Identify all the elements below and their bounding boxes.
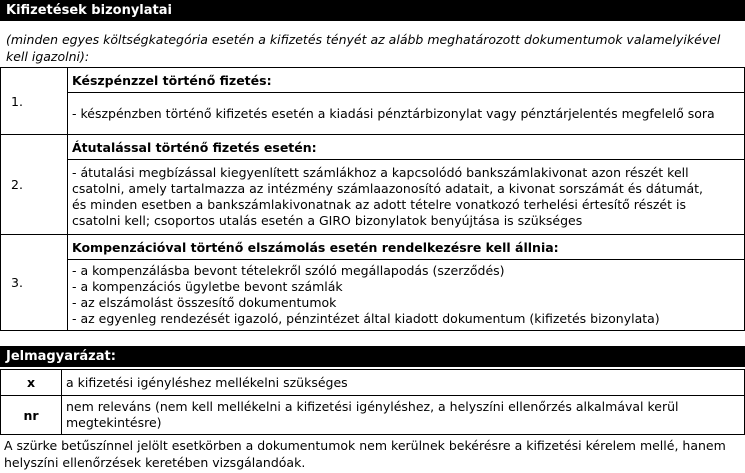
description-line: - készpénzben történő kifizetés esetén a kiadási pénztárbizonylat vagy pénztárjelentés megfelelő sora	[72, 105, 715, 121]
row-title: Készpénzzel történő fizetés:	[68, 68, 745, 93]
row-description	[68, 93, 745, 135]
section-title-bar	[0, 0, 745, 21]
legend-table	[0, 369, 745, 435]
table-row	[1, 235, 745, 260]
description-line: - a kompenzálásba bevont tételekről szóló megállapodás (szerződés)	[72, 263, 505, 278]
row-number: 1.	[1, 68, 68, 135]
legend-symbol: nr	[1, 396, 62, 435]
legend-title: Jelmagyarázat:	[6, 349, 116, 364]
description-line: - átutalási megbízással kiegyenlített számlákhoz a kapcsolódó bankszámlakivonat azon részét kell	[72, 165, 689, 180]
description-line: csatolni, amely tartalmazza az intézmény számlaazonosító adatait, a kivonat sorszámát és dátumát,	[72, 181, 704, 196]
row-number: 3.	[1, 235, 68, 331]
description-line: - az elszámolást összesítő dokumentumok	[72, 295, 337, 310]
description-line: csatolni kell; csoportos utalás esetén a GIRO bizonylatok benyújtása is szükséges	[72, 213, 583, 228]
description-line: - a kompenzációs ügyletbe bevont számlák	[72, 279, 343, 294]
payment-methods-table	[0, 67, 745, 331]
legend-row	[1, 370, 745, 396]
table-row-detail	[1, 93, 745, 135]
footer-note: A szürke betűszínnel jelölt esetkörben a dokumentumok nem kerülnek bekérésre a kifizetési kérelem mellé, hanem helyszíni ellenőrzések keretében vizsgálandóak.	[4, 438, 726, 470]
legend-title-bar	[0, 346, 745, 367]
table-row	[1, 135, 745, 160]
row-title: Átutalással történő fizetés esetén:	[68, 135, 745, 160]
table-row	[1, 68, 745, 93]
description-line: - az egyenleg rendezését igazoló, pénzintézet által kiadott dokumentum (kifizetés bizonylata)	[72, 311, 660, 326]
table-row-detail	[1, 160, 745, 235]
legend-text: a kifizetési igényléshez mellékelni szükséges	[62, 370, 745, 396]
legend-text: nem releváns (nem kell mellékelni a kifizetési igényléshez, a helyszíni ellenőrzés alkalmával kerül megtekintésre)	[62, 396, 745, 435]
table-row-detail	[1, 260, 745, 331]
legend-row	[1, 396, 745, 435]
description-line: és minden esetben a bankszámlakivonatnak az adott tételre vonatkozó terhelési értesítő részét is	[72, 197, 686, 212]
row-description	[68, 160, 745, 235]
row-title: Kompenzációval történő elszámolás esetén rendelkezésre kell állnia:	[68, 235, 745, 260]
row-description	[68, 260, 745, 331]
legend-symbol: x	[1, 370, 62, 396]
row-number: 2.	[1, 135, 68, 235]
section-title: Kifizetések bizonylatai	[6, 3, 172, 18]
intro-note: (minden egyes költségkategória esetén a kifizetés tényét az alább meghatározott dokumentumok valamelyikével kell igazolni):	[6, 32, 721, 64]
